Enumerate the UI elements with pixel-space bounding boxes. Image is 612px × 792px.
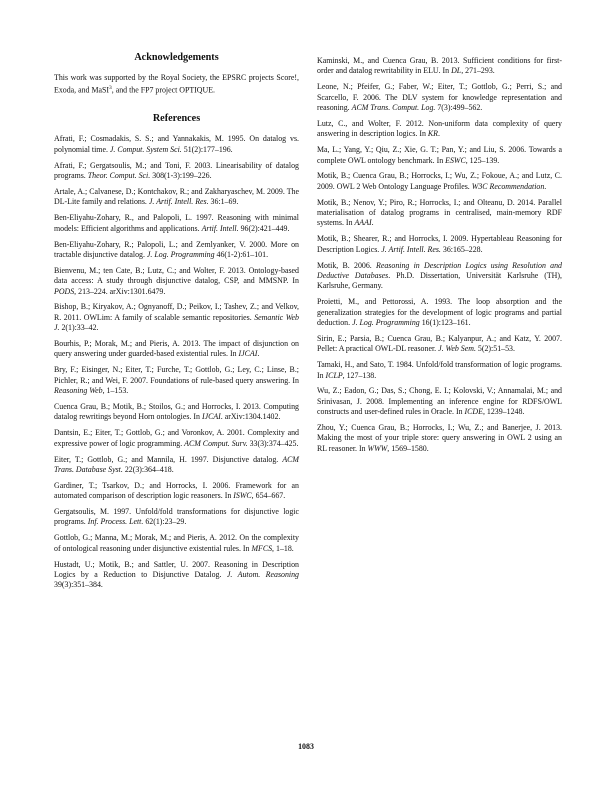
reference-entry: [317, 360, 562, 381]
references-list-right: [317, 56, 562, 454]
reference-entry: [54, 455, 299, 476]
reference-main-text: Proietti, M., and Pettorossi, A. 1993. The loop absorption and the generalization strategies for the development of logic programs and partial deduction.: [317, 297, 562, 327]
reference-entry: [54, 428, 299, 449]
reference-details: .: [257, 349, 260, 359]
reference-venue: Semantic Web J.: [54, 312, 299, 333]
reference-details: 2(1):33–42.: [59, 323, 99, 333]
reference-details: .: [544, 181, 547, 191]
reference-venue: Reasoning in Description Logics using Resolution and Deductive Databases: [317, 260, 563, 280]
reference-details: 5(2):51–53.: [475, 344, 515, 354]
reference-main-text: Cuenca Grau, B.; Motik, B.; Stoilos, G.; and Horrocks, I. 2013. Computing datalog rewritings beyond Horn ontologies. In: [54, 402, 299, 422]
reference-entry: [317, 261, 562, 292]
reference-entry: [54, 213, 299, 234]
right-column: [317, 56, 562, 460]
reference-details: . Ph.D. Dissertation, Universität Karlsruhe (TH), Karlsruhe, Germany.: [317, 271, 562, 291]
reference-venue: ICLP: [325, 370, 343, 380]
reference-venue: J. Autom. Reasoning: [226, 570, 299, 580]
reference-venue: Theor. Comput. Sci.: [87, 171, 151, 181]
reference-details: .: [371, 218, 374, 228]
references-list-left: [54, 134, 299, 590]
reference-venue: ACM Trans. Database Syst.: [54, 454, 299, 474]
reference-entry: [54, 402, 299, 423]
reference-main-text: Ben-Eliyahu-Zohary, R., and Palopoli, L. 1997. Reasoning with minimal models: Efficient algorithms and applications.: [54, 213, 299, 233]
reference-entry: [317, 297, 562, 328]
reference-entry: [317, 145, 562, 166]
reference-details: . arXiv:1304.1402.: [220, 412, 281, 422]
reference-main-text: Lutz, C., and Wolter, F. 2012. Non-uniform data complexity of query answering in description logics. In: [317, 118, 562, 139]
reference-details: 46(1-2):61–101.: [214, 249, 269, 259]
reference-entry: [317, 198, 562, 229]
reference-details: 96(2):421–449.: [238, 223, 290, 233]
reference-main-text: Tamaki, H., and Sato, T. 1984. Unfold/fold transformation of logic programs. In: [317, 360, 562, 380]
reference-entry: [54, 134, 299, 155]
reference-details: 39(3):351–384.: [54, 580, 103, 590]
ack-text-after: , and the FP7 project OPTIQUE.: [111, 86, 215, 96]
reference-entry: [54, 161, 299, 182]
reference-entry: [54, 266, 299, 297]
reference-main-text: Motik, B. 2006.: [317, 260, 377, 270]
reference-venue: IJCAI: [201, 412, 221, 422]
reference-details: , 1569–1580.: [387, 443, 429, 453]
reference-main-text: Motik, B.; Nenov, Y.; Piro, R.; Horrocks, I.; and Olteanu, D. 2014. Parallel materialisation of datalog programs in centralised, main-memory RDF systems. In: [317, 197, 562, 228]
reference-main-text: Zhou, Y.; Cuenca Grau, B.; Horrocks, I.; Wu, Z.; and Banerjee, J. 2013. Making the most of your triple store: query answering in OWL 2 using an RL reasoner. In: [317, 423, 562, 453]
reference-main-text: Ma, L.; Yang, Y.; Qiu, Z.; Xie, G. T.; Pan, Y.; and Liu, S. 2006. Towards a complete OWL ontology benchmark. In: [317, 145, 562, 165]
reference-details: 62(1):23–29.: [143, 517, 187, 527]
reference-main-text: Bishop, B.; Kiryakov, A.; Ognyanoff, D.; Peikov, I.; Tashev, Z.; and Velkov, R. 2011. OWLim: A family of scalable semantic repositories.: [54, 302, 299, 322]
reference-main-text: Motik, B.; Cuenca Grau, B.; Horrocks, I.; Wu, Z.; Fokoue, A.; and Lutz, C. 2009. OWL 2 Web Ontology Language Profiles.: [317, 171, 562, 191]
reference-details: , 271–293.: [461, 66, 495, 76]
reference-main-text: Wu, Z.; Eadon, G.; Das, S.; Chong, E. I.; Kolovski, V.; Annamalai, M.; and Srinivasan, J. 2008. Implementing an inference engine for RDFS/OWL constructs and user-defined rules in Oracle. In: [317, 386, 562, 417]
reference-details: , 1239–1248.: [482, 407, 525, 417]
reference-main-text: Hustadt, U.; Motik, B.; and Sattler, U. 2007. Reasoning in Description Logics by a Reduction to Disjunctive Datalog.: [54, 559, 299, 580]
reference-venue: MFCS: [251, 543, 273, 553]
reference-main-text: Kaminski, M., and Cuenca Grau, B. 2013. Sufficient conditions for first-order and datalog rewritability in ELU. In: [317, 56, 562, 76]
acknowledgements-heading: Acknowledgements: [134, 52, 219, 63]
reference-main-text: Eiter, T.; Gottlob, G.; and Mannila, H. 1997. Disjunctive datalog.: [54, 454, 283, 464]
reference-details: , 125–139.: [465, 155, 500, 165]
reference-entry: [54, 339, 299, 360]
reference-main-text: Bry, F.; Eisinger, N.; Eiter, T.; Furche, T.; Gottlob, G.; Ley, C.; Linse, B.; Pichler, R.; and Wei, F. 2007. Foundations of rule-based query answering. In: [54, 365, 299, 385]
ack-text-before: This work was supported by the Royal Society, the EPSRC projects Score!, Exoda, and MaSI: [54, 73, 299, 96]
references-heading: References: [152, 113, 201, 125]
reference-entry: [54, 365, 299, 396]
reference-entry: [317, 56, 562, 77]
reference-main-text: Artale, A.; Calvanese, D.; Kontchakov, R.; and Zakharyaschev, M. 2009. The DL-Lite family and relations.: [54, 187, 299, 207]
reference-main-text: Sirin, E.; Parsia, B.; Cuenca Grau, B.; Kalyanpur, A.; and Katz, Y. 2007. Pellet: A practical OWL-DL reasoner.: [317, 333, 562, 354]
reference-venue: Inf. Process. Lett.: [87, 517, 144, 527]
reference-main-text: Motik, B.; Shearer, R.; and Horrocks, I. 2009. Hypertableau Reasoning for Description Logics.: [317, 234, 562, 254]
reference-entry: [54, 533, 299, 554]
reference-venue: ACM Comput. Surv.: [184, 438, 248, 448]
reference-details: 33(3):374–425.: [247, 438, 299, 448]
reference-details: 22(3):364–418.: [122, 464, 174, 474]
reference-venue: IJCAI: [238, 349, 258, 359]
reference-main-text: Afrati, F.; Cosmadakis, S. S.; and Yannakakis, M. 1995. On datalog vs. polynomial time.: [54, 134, 299, 154]
reference-details: , 127–138.: [342, 370, 377, 380]
reference-venue: J. Log. Programming: [146, 249, 215, 259]
reference-entry: [317, 423, 562, 454]
acknowledgements-text: [54, 73, 299, 96]
reference-venue: W3C Recommendation: [471, 181, 545, 191]
reference-main-text: Afrati, F.; Gergatsoulis, M.; and Toni, F. 2003. Linearisability of datalog programs.: [54, 160, 299, 181]
reference-main-text: Dantsin, E.; Eiter, T.; Gottlob, G.; and Voronkov, A. 2001. Complexity and expressive power of logic programming.: [54, 428, 299, 448]
reference-details: 308(1-3):199–226.: [150, 171, 212, 181]
page-number: 1083: [298, 742, 314, 751]
reference-venue: ICDE: [464, 407, 483, 417]
reference-entry: [317, 334, 562, 355]
reference-entry: [317, 119, 562, 140]
reference-venue: PODS: [54, 286, 75, 296]
reference-details: .: [437, 129, 440, 139]
reference-entry: [54, 187, 299, 208]
reference-venue: J. Web Sem.: [438, 344, 476, 354]
reference-venue: J. Comput. System Sci.: [109, 144, 182, 154]
reference-main-text: Gergatsoulis, M. 1997. Unfold/fold transformations for disjunctive logic programs.: [54, 507, 299, 527]
reference-venue: J. Artif. Intell. Res.: [148, 197, 209, 207]
reference-venue: J. Log. Programming: [352, 317, 420, 327]
reference-details: , 1–153.: [102, 386, 129, 396]
ack-footnote-mark: 3: [109, 85, 112, 92]
reference-main-text: Gardiner, T.; Tsarkov, D.; and Horrocks, I. 2006. Framework for an automated comparison of description logic reasoners. In: [54, 480, 299, 501]
reference-venue: AAAI: [354, 218, 372, 228]
reference-details: 36:1–69.: [208, 197, 239, 207]
reference-details: , 213–224. arXiv:1301.6479.: [74, 286, 166, 296]
reference-entry: [317, 386, 562, 417]
reference-venue: KR: [427, 129, 438, 139]
reference-venue: WWW: [367, 443, 388, 453]
reference-venue: ISWC: [233, 491, 252, 501]
reference-venue: Artif. Intell.: [201, 223, 239, 233]
reference-details: 36:165–228.: [440, 244, 483, 254]
reference-venue: DL: [451, 66, 462, 76]
reference-entry: [54, 560, 299, 591]
reference-entry: [54, 302, 299, 333]
reference-details: 7(3):499–562.: [435, 102, 483, 112]
reference-main-text: Bourhis, P.; Morak, M.; and Pieris, A. 2013. The impact of disjunction on query answering under guarded-based existential rules. In: [54, 339, 299, 359]
reference-entry: [317, 171, 562, 192]
reference-details: 16(1):123–161.: [419, 317, 471, 327]
reference-entry: [317, 234, 562, 255]
reference-details: 51(2):177–196.: [181, 144, 233, 154]
reference-main-text: Leone, N.; Pfeifer, G.; Faber, W.; Eiter, T.; Gottlob, G.; Perri, S.; and Scarcello, F. 2006. The DLV system for knowledge representation and reasoning.: [317, 82, 562, 112]
reference-main-text: Gottlob, G.; Manna, M.; Morak, M.; and Pieris, A. 2012. On the complexity of ontological reasoning under disjunctive existential rules. In: [54, 533, 299, 553]
reference-venue: Reasoning Web: [54, 386, 103, 396]
reference-entry: [54, 240, 299, 261]
reference-entry: [317, 82, 562, 113]
reference-details: , 1–18.: [272, 543, 294, 553]
reference-entry: [54, 481, 299, 502]
reference-details: , 654–667.: [251, 491, 286, 501]
reference-main-text: Bienvenu, M.; ten Cate, B.; Lutz, C.; and Wolter, F. 2013. Ontology-based data access: A study through disjunctive datalog, CSP, and MMSNP. In: [54, 265, 299, 286]
reference-venue: J. Artif. Intell. Res.: [381, 244, 441, 254]
reference-entry: [54, 507, 299, 528]
reference-venue: ACM Trans. Comput. Log.: [351, 102, 436, 112]
left-column: [54, 52, 299, 596]
reference-venue: ESWC: [445, 155, 466, 165]
reference-main-text: Ben-Eliyahu-Zohary, R.; Palopoli, L.; and Zemlyanker, V. 2000. More on tractable disjunctive datalog.: [54, 239, 299, 259]
